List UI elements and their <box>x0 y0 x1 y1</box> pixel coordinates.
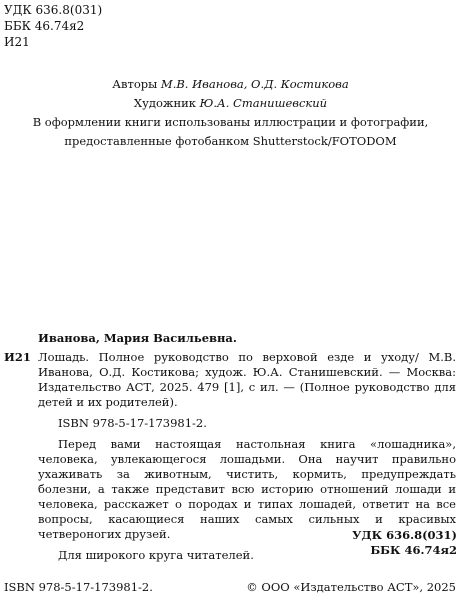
photo-credit-line-1: В оформлении книги использованы иллюстрации и фотографии, <box>32 115 429 129</box>
bbk-code: ББК 46.74я2 <box>4 19 85 33</box>
authors-line <box>0 75 461 94</box>
record-abstract: Перед вами настоящая настольная книга «лошадника», человека, увлекающегося лошадьми. Она научит правильно ухаживать за животным, чистить, кормить, предупреждать болезни, а также представит всю историю отношений лошади и человека, расскажет о породах и типах лошадей, ответит на все вопросы, касающиеся наших самых сильных и красивых четвероногих друзей. <box>38 437 456 541</box>
credits-block <box>0 75 461 151</box>
udk-code: УДК 636.8(031) <box>4 3 103 17</box>
authors-names: М.В. Иванова, О.Д. Костикова <box>160 77 349 91</box>
classification-codes-top <box>4 2 102 50</box>
record-audience: Для широкого круга читателей. <box>58 548 254 562</box>
bbk-code-bottom: ББК 46.74я2 <box>370 543 457 557</box>
artist-line <box>0 94 461 113</box>
artist-label: Художник <box>133 96 196 110</box>
authors-label: Авторы <box>112 77 158 91</box>
record-description: Лошадь. Полное руководство по верховой езде и уходу/ М.В. Иванова, О.Д. Костикова; худож. Ю.А. Станишевский. — Москва: Издательство АСТ, 2025. 479 [1], с ил. — (Полное руководство для детей и их родителей). <box>38 350 456 409</box>
footer-copyright: © ООО «Издательство АСТ», 2025 <box>246 580 456 594</box>
record-author: Иванова, Мария Васильевна. <box>38 331 237 345</box>
photo-credit-line-2: предоставленные фотобанком Shutterstock/FOTODOM <box>64 134 397 148</box>
udk-code-bottom: УДК 636.8(031) <box>352 528 457 542</box>
classification-codes-bottom <box>352 528 457 558</box>
author-index: И21 <box>4 35 30 49</box>
record-author-code: И21 <box>4 350 31 364</box>
artist-name: Ю.А. Станишевский <box>199 96 328 110</box>
record-isbn: ISBN 978-5-17-173981-2. <box>58 416 207 430</box>
footer-isbn: ISBN 978-5-17-173981-2. <box>4 580 153 594</box>
